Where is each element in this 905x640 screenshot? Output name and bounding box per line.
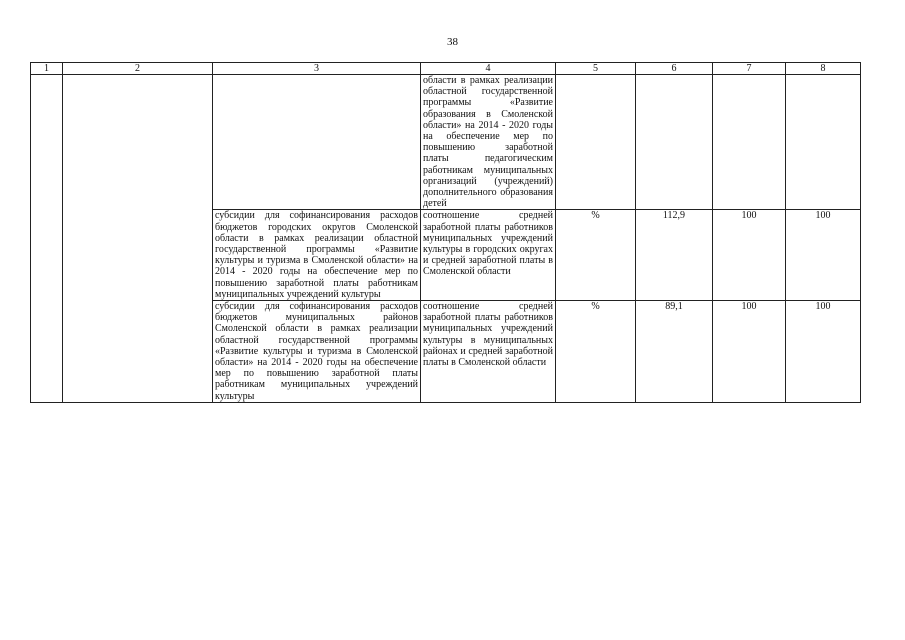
- value-cell: 100: [786, 301, 861, 403]
- page-number: 38: [447, 36, 458, 48]
- unit-cell: %: [556, 301, 636, 403]
- value-cell: 100: [713, 210, 786, 301]
- column-header: 1: [31, 63, 63, 75]
- subsidy-cell: субсидии для софинансирования расходов бюджетов муниципальных районов Смоленской области в рамках реализации областной государственной программы «Развитие культуры и туризма в Смоленской области» на 2014 - 2020 годы на обеспечение мер по повышению заработной платы работникам муниципальных учреждений культуры: [213, 301, 421, 403]
- indicator-cell: соотношение средней заработной платы работников муниципальных учреждений культуры в городских округах и средней заработной платы в Смоленской области: [421, 210, 556, 301]
- value-cell: [713, 75, 786, 210]
- indicator-cell: области в рамках реализации областной государственной программы «Развитие образования в Смоленской области» на 2014 - 2020 годы на обеспечение мер по повышению заработной платы педагогическим работникам муниципальных организаций (учреждений) дополнительного образования детей: [421, 75, 556, 210]
- value-cell: 112,9: [636, 210, 713, 301]
- column-header: 6: [636, 63, 713, 75]
- table-row: [31, 75, 861, 210]
- subsidy-cell: субсидии для софинансирования расходов бюджетов городских округов Смоленской области в рамках реализации областной государственной программы «Развитие культуры и туризма в Смоленской области» на 2014 - 2020 годы на обеспечение мер по повышению заработной платы работникам муниципальных учреждений культуры: [213, 210, 421, 301]
- unit-cell: [556, 75, 636, 210]
- value-cell: 100: [713, 301, 786, 403]
- indicator-cell: соотношение средней заработной платы работников муниципальных учреждений культуры в муниципальных районах и средней заработной платы в Смоленской области: [421, 301, 556, 403]
- column-header: 7: [713, 63, 786, 75]
- empty-cell: [31, 75, 63, 403]
- column-header: 3: [213, 63, 421, 75]
- column-header: 8: [786, 63, 861, 75]
- subsidy-cell: [213, 75, 421, 210]
- column-header: 2: [63, 63, 213, 75]
- value-cell: 100: [786, 210, 861, 301]
- value-cell: [786, 75, 861, 210]
- indicators-table: [30, 62, 861, 403]
- column-number-row: [31, 63, 861, 75]
- column-header: 5: [556, 63, 636, 75]
- value-cell: 89,1: [636, 301, 713, 403]
- column-header: 4: [421, 63, 556, 75]
- unit-cell: %: [556, 210, 636, 301]
- value-cell: [636, 75, 713, 210]
- empty-cell: [63, 75, 213, 403]
